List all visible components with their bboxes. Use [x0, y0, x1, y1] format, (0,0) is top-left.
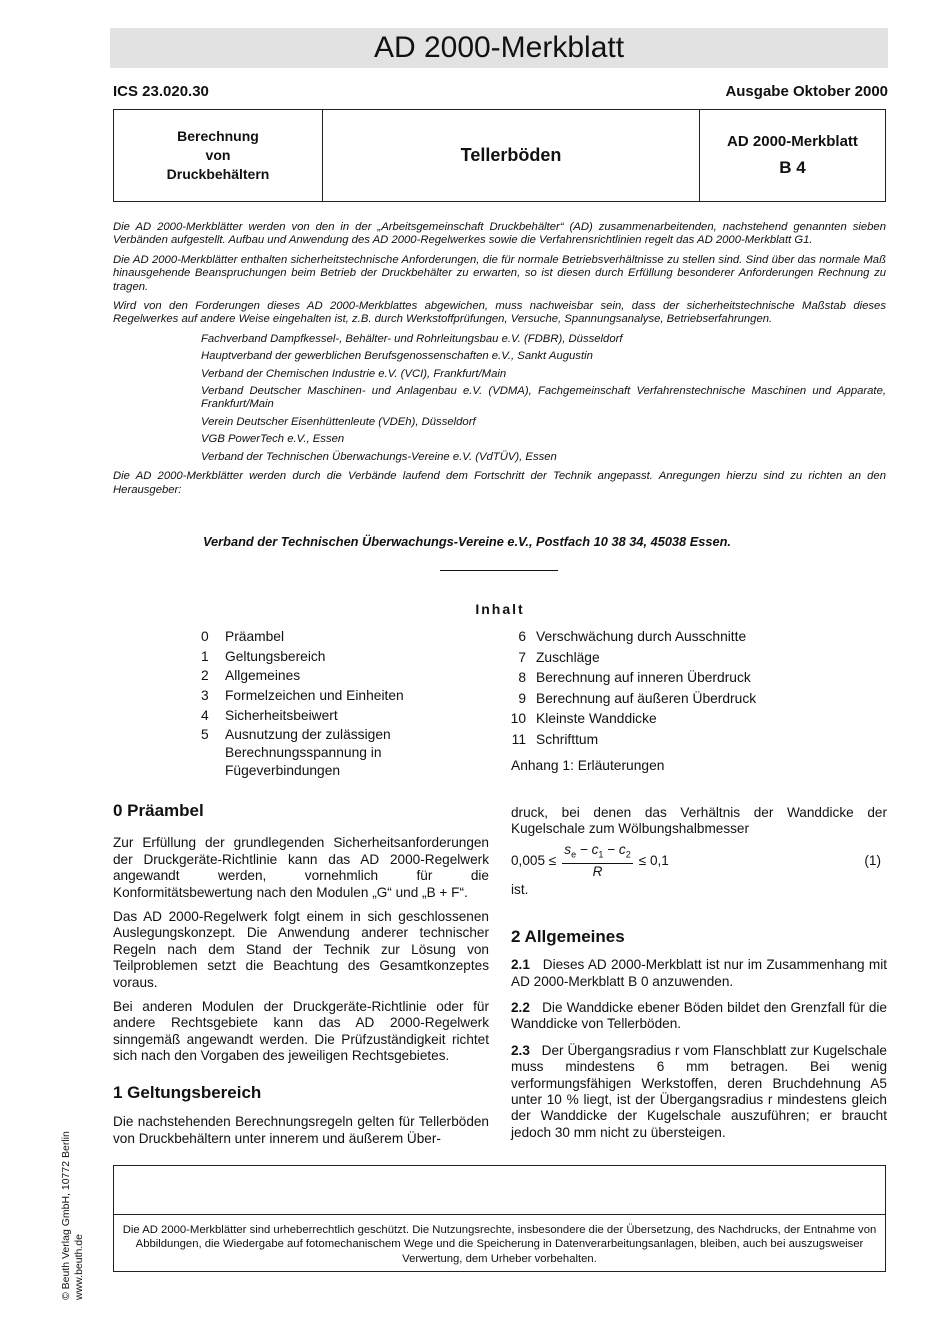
copyright-notice: Die AD 2000-Merkblätter sind urheberrechtlich geschützt. Die Nutzungsrechte, insbesondere die der Übersetzung, des Nachdrucks, der Entnahme von Abbildungen, die Wiedergabe auf fotomechanischem Wege und die Speicherung in Datenverarbeitungsanlagen, bleiben, auch bei auszugsweiser Verwertung, dem Urheber vorbehalten. — [114, 1214, 885, 1266]
toc-title: Präambel — [225, 629, 285, 644]
formula-symbol: − c — [603, 841, 626, 857]
formula-subscript: e — [571, 849, 577, 860]
body-paragraph: Die nachstehenden Berechnungsregeln gelten für Tellerböden von Druckbehältern unter innerem und äußerem Über- — [113, 1114, 489, 1146]
toc-number: 4 — [201, 707, 209, 723]
toc-item[interactable] — [494, 710, 794, 728]
toc-number: 7 — [518, 649, 526, 665]
association-item: Verband Deutscher Maschinen- und Anlagenbau e.V. (VDMA), Fachgemeinschaft Verfahrenstechnische Maschinen und Apparate, Frankfurt/Main — [201, 385, 886, 411]
body-paragraph: Das AD 2000-Regelwerk folgt einem in sich geschlossenen Auslegungskonzept. Die Anwendung anderer technischer Regeln nach dem Stand der Technik zur Lösung von Teilproblemen setzt die Beachtung des Gesamtkonzeptes voraus. — [113, 909, 489, 990]
section-heading: 2 Allgemeines — [511, 926, 625, 946]
toc-title: Allgemeines — [225, 668, 301, 684]
formula-denominator: R — [592, 863, 603, 879]
formula-subscript: 1 — [598, 849, 604, 860]
left-column — [113, 803, 489, 1155]
intro-paragraph: Wird von den Forderungen dieses AD 2000-Merkblattes abgewichen, muss nachweisbar sein, dass der sicherheitstechnische Maßstab dieses Regelwerkes auf andere Weise eingehalten ist, z.B. durch Werkstoffprüfungen, Versuche, Spannungsanalyse, Betriebserfahrungen. — [113, 300, 886, 326]
body-paragraph: Bei anderen Modulen der Druckgeräte-Richtlinie oder für andere Rechtsgebiete kann das AD 2000-Regelwerk sinngemäß angewandt werden. Die Prüfzuständigkeit richtet sich nach den Vorgaben des jeweiligen Rechtsgebietes. — [113, 999, 489, 1064]
document-title: AD 2000-Merkblatt — [110, 28, 888, 68]
toc-item[interactable] — [494, 669, 794, 687]
toc-number: 0 — [201, 629, 209, 644]
header-number — [700, 110, 885, 201]
formula-left: 0,005 ≤ — [511, 852, 557, 868]
toc-number: 6 — [518, 629, 526, 644]
association-item: Hauptverband der gewerblichen Berufsgenossenschaften e.V., Sankt Augustin — [201, 350, 593, 363]
paragraph-text: Die Wanddicke ebener Böden bildet den Grenzfall für die Wanddicke von Tellerböden. — [511, 999, 887, 1032]
toc-title: Berechnung auf inneren Überdruck — [536, 670, 751, 686]
toc-item[interactable] — [201, 707, 431, 725]
association-item: Verband der Technischen Überwachungs-Vereine e.V. (VdTÜV), Essen — [201, 450, 557, 463]
toc-left — [201, 628, 431, 782]
toc-number: 1 — [201, 648, 209, 664]
header-table — [113, 109, 886, 202]
formula-symbol: s — [564, 841, 572, 857]
paragraph-text: Dieses AD 2000-Merkblatt ist nur im Zusammenhang mit AD 2000-Merkblatt B 0 anzuwenden. — [511, 957, 887, 989]
header-subject: Tellerböden — [323, 110, 700, 201]
toc-number: 9 — [518, 690, 526, 706]
toc-item[interactable] — [494, 628, 794, 646]
paragraph-number: 2.3 — [511, 1042, 530, 1058]
association-item: Fachverband Dampfkessel-, Behälter- und Rohrleitungsbau e.V. (FDBR), Düsseldorf — [201, 332, 623, 345]
formula-subscript: 2 — [625, 849, 631, 860]
body-paragraph: Zur Erfüllung der grundlegenden Sicherheitsanforderungen der Druckgeräte-Richtlinie kann das AD 2000-Regelwerk angewandt werden, vornehmlich für die Konformitätsbewertung nach den Modulen „G“ und „B + F“. — [113, 835, 489, 900]
section-heading: 1 Geltungsbereich — [113, 1082, 262, 1102]
intro-paragraph: Die AD 2000-Merkblätter enthalten sicherheitstechnische Anforderungen, die für normale Betriebsverhältnisse zu stellen sind. Sind über das normale Maß hinausgehende Beanspruchungen beim Betrieb der Druckbehälter zu erwarten, so ist diesen durch Erfüllung besonderer Anforderungen Rechnung zu tragen. — [113, 253, 886, 293]
intro-paragraph: Die AD 2000-Merkblätter werden durch die Verbände laufend dem Fortschritt der Technik angepasst. Anregungen hierzu sind zu richten an den Herausgeber: — [113, 470, 886, 496]
toc-heading: Inhalt — [475, 601, 525, 617]
toc-item[interactable] — [201, 628, 431, 646]
association-item: Verein Deutscher Eisenhüttenleute (VDEh), Düsseldorf — [201, 415, 476, 428]
numbered-paragraph — [511, 1000, 887, 1033]
toc-title: Ausnutzung der zulässigen Berechnungsspannung in Fügeverbindungen — [225, 727, 391, 779]
paragraph-number: 2.1 — [511, 957, 530, 973]
formula-right: ≤ 0,1 — [638, 852, 669, 868]
intro-paragraph: Die AD 2000-Merkblätter werden von den in der „Arbeitsgemeinschaft Druckbehälter“ (AD) zusammenarbeitenden, nachstehend genannten sieben Verbänden aufgestellt. Aufbau und Anwendung des AD 2000-Regelwerkes sowie die Verfahrensrichtlinien regelt das AD 2000-Merkblatt G1. — [113, 221, 886, 247]
toc-number: 3 — [201, 688, 209, 704]
toc-item[interactable] — [201, 648, 431, 666]
toc-number: 8 — [518, 670, 526, 686]
toc-title: Sicherheitsbeiwert — [225, 707, 338, 723]
formula-1 — [511, 842, 887, 881]
formula-symbol: − c — [576, 841, 599, 857]
paragraph-text: Der Übergangsradius r vom Flanschblatt zur Kugelschale muss mindestens 6 mm betragen. Bei wenig verformungsfähigen Werkstoffen, deren Bruchdehnung A5 unter 10 % liegt, ist der Übergangsradius r mindestens gleich der Wanddicke der Kugelschale auszuführen; er braucht jedoch 30 mm nicht zu übersteigen. — [511, 1042, 887, 1140]
toc-number: 5 — [201, 727, 209, 743]
toc-title: Verschwächung durch Ausschnitte — [536, 629, 747, 644]
footer-box — [113, 1165, 886, 1272]
toc-item[interactable] — [201, 667, 431, 685]
formula-number: (1) — [864, 852, 881, 868]
toc-item[interactable] — [494, 690, 794, 708]
numbered-paragraph — [511, 957, 887, 990]
formula-numerator — [562, 842, 632, 864]
toc-number: 11 — [511, 731, 526, 747]
paragraph-number: 2.2 — [511, 999, 530, 1015]
category-line-1: Berechnung — [177, 128, 259, 144]
association-item: VGB PowerTech e.V., Essen — [201, 433, 345, 446]
toc-item[interactable] — [494, 649, 794, 667]
ics-code: ICS 23.020.30 — [113, 83, 209, 100]
category-line-2: von — [205, 147, 231, 163]
body-paragraph: druck, bei denen das Verhältnis der Wanddicke der Kugelschale zum Wölbungshalbmesser — [511, 805, 887, 837]
toc-title: Zuschläge — [536, 649, 600, 665]
toc-item[interactable] — [201, 687, 431, 705]
intro-text — [113, 221, 886, 503]
formula-fraction — [562, 842, 632, 881]
body-paragraph: ist. — [511, 882, 529, 898]
toc-appendix[interactable]: Anhang 1: Erläuterungen — [511, 758, 665, 773]
edition-date: Ausgabe Oktober 2000 — [725, 83, 888, 100]
publisher-url[interactable]: www.beuth.de — [73, 1234, 85, 1300]
publisher-address: Verband der Technischen Überwachungs-Vereine e.V., Postfach 10 38 34, 45038 Essen. — [203, 534, 731, 549]
toc-item[interactable] — [494, 731, 794, 749]
association-item: Verband der Chemischen Industrie e.V. (VCI), Frankfurt/Main — [201, 367, 507, 380]
sheet-number: B 4 — [779, 158, 806, 177]
divider — [440, 570, 558, 571]
numbered-paragraph — [511, 1043, 887, 1141]
toc-number: 10 — [510, 711, 526, 727]
toc-number: 2 — [201, 668, 209, 684]
toc-item[interactable] — [201, 726, 431, 780]
toc-right — [494, 628, 794, 751]
toc-title: Schrifttum — [536, 731, 599, 747]
side-imprint — [60, 1080, 86, 1300]
publisher-line: © Beuth Verlag GmbH, 10772 Berlin — [60, 1131, 72, 1300]
category-line-3: Druckbehältern — [166, 166, 270, 182]
sheet-name: AD 2000-Merkblatt — [727, 133, 858, 150]
toc-title: Kleinste Wanddicke — [536, 711, 657, 727]
toc-title: Berechnung auf äußeren Überdruck — [536, 690, 757, 706]
toc-title: Geltungsbereich — [225, 648, 326, 664]
section-heading: 0 Präambel — [113, 801, 204, 820]
header-category — [114, 110, 323, 201]
toc-title: Formelzeichen und Einheiten — [225, 688, 404, 704]
right-column — [511, 805, 887, 1149]
